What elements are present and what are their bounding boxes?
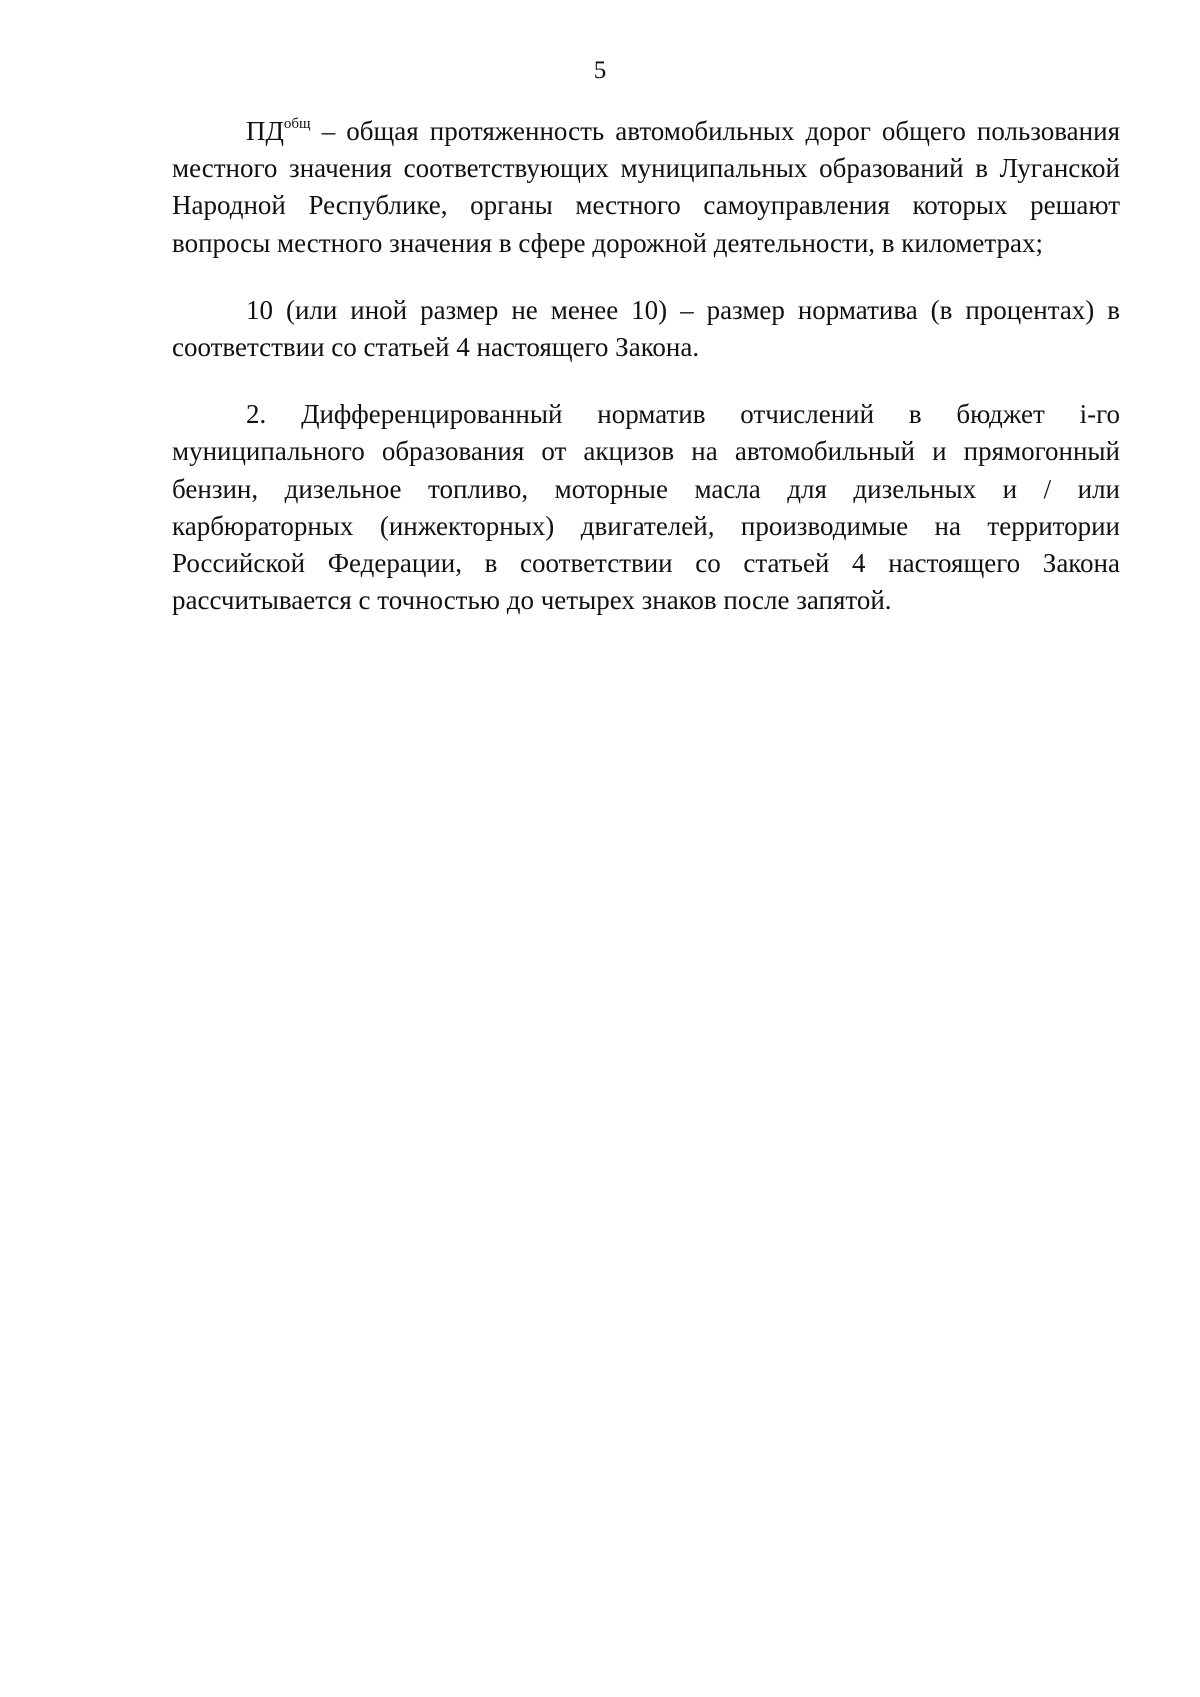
- document-body: [172, 113, 1120, 619]
- formula-symbol-superscript: общ: [283, 116, 311, 132]
- definition-paragraph-pd: [172, 113, 1120, 262]
- clause-paragraph-2: 2. Дифференцированный норматив отчислений в бюджет i-го муниципального образования от акцизов на автомобильный и прямогонный бензин, дизельное топливо, моторные масла для дизельных и / или карбюраторных (инжекторных) двигателей, производимые на территории Российской Федерации, в соответствии со статьей 4 настоящего Закона рассчитывается с точностью до четырех знаков после запятой.: [172, 399, 1120, 616]
- page-number: 5: [593, 57, 607, 84]
- definition-paragraph-rate: 10 (или иной размер не менее 10) – размер норматива (в процентах) в соответствии со статьей 4 настоящего Закона.: [172, 294, 1120, 363]
- formula-symbol: ПД: [246, 116, 284, 146]
- definition-text: – общая протяженность автомобильных дорог общего пользования местного значения соответствующих муниципальных образований в Луганской Народной Республике, органы местного самоуправления которых решают вопросы местного значения в сфере дорожной деятельности, в километрах;: [172, 116, 1120, 258]
